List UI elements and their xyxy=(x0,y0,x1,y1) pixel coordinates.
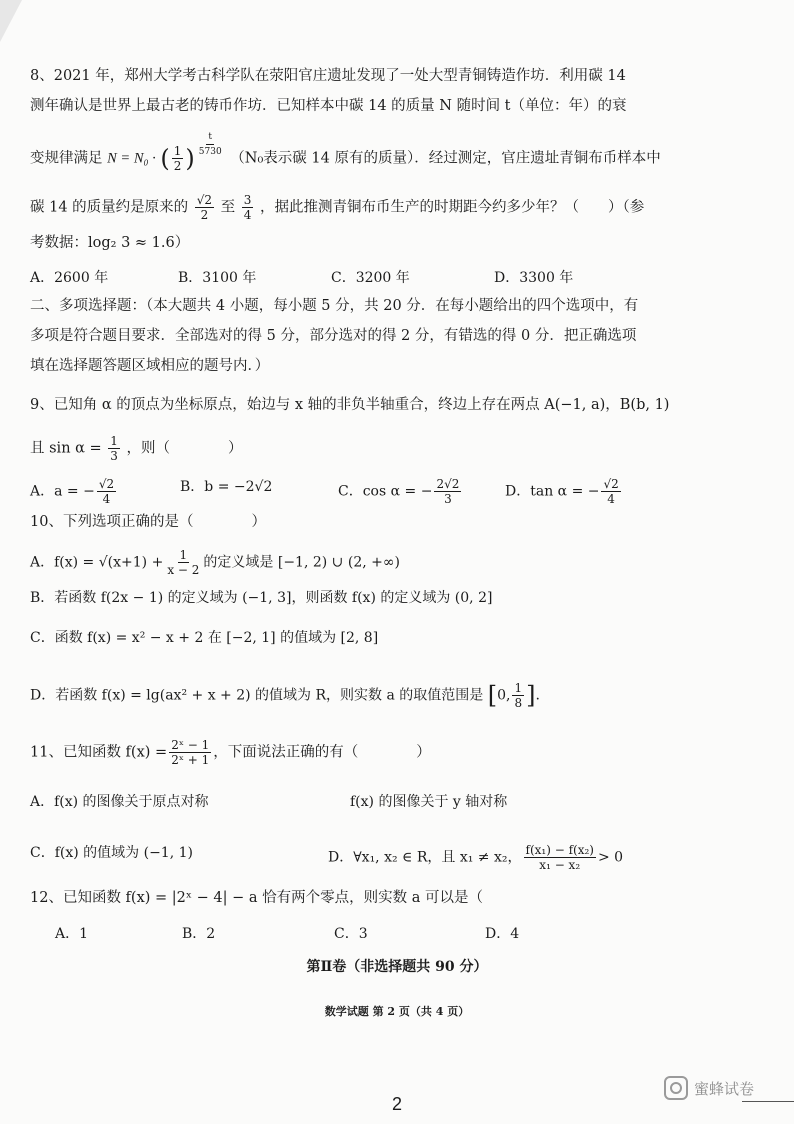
paren-open: ( xyxy=(160,144,170,173)
q9-a-fraction: $\frac{√2}{4}$ xyxy=(98,477,115,506)
q8-option-b: B．3100 年 xyxy=(178,270,257,286)
q11-option-b: f(x) 的图像关于 y 轴对称 xyxy=(350,794,508,810)
part-2-title: 第Ⅱ卷（非选择题共 90 分） xyxy=(306,959,488,975)
q11-option-d: D．∀x₁, x₂ ∈ R，且 x₁ ≠ x₂， $\frac{\text{f(x₁) − f(x₂)}}{\text{x₁ − x₂}}$ > 0 xyxy=(328,843,624,872)
q8-line-3 xyxy=(30,132,661,173)
q8-line-4-lead: 碳 14 的质量约是原来的 xyxy=(30,199,189,216)
q8-option-d: D．3300 年 xyxy=(494,270,574,286)
q8-option-c: C．3200 年 xyxy=(331,270,410,286)
watermark xyxy=(664,1074,774,1102)
edge-line xyxy=(742,1101,794,1102)
q9-option-a: A．a = − $\frac{√2}{4}$ xyxy=(30,477,115,506)
bracket-open: [ xyxy=(487,681,498,710)
q8-line-4 xyxy=(30,193,644,222)
section2-line-3: 填在选择题答题区域相应的题号内．） xyxy=(30,358,270,374)
q9-option-c: C．cos α = − $\frac{2√2}{3}$ xyxy=(338,477,460,506)
one-third-fraction: $\frac{1}{3}$ xyxy=(110,434,118,463)
root2-over-2-fraction: $\frac{√2}{2}$ xyxy=(196,193,213,222)
watermark-text: 蜜蜂试卷 xyxy=(694,1079,755,1098)
q11-option-c: C．f(x) 的值域为 (−1, 1) xyxy=(30,845,193,861)
q9-sin-tail: ，则（ ） xyxy=(126,440,243,457)
folded-corner xyxy=(0,0,22,42)
q12-option-d: D．4 xyxy=(485,926,520,942)
q10-option-a: A．f(x) = √(x+1) + $\frac{1}{x - 2}$ 的定义域是 [−1, 2) ∪ (2, +∞) xyxy=(30,548,400,577)
three-quarters-fraction: $\frac{3}{4}$ xyxy=(243,193,252,222)
q8-reference-data: 考数据：log₂ 3 ≈ 1.6） xyxy=(30,235,190,251)
q12-option-c: C．3 xyxy=(334,926,368,942)
q8-option-a: A．2600 年 xyxy=(30,270,109,286)
q9-line-2 xyxy=(30,434,243,463)
q10-a-fraction: $\frac{1}{x - 2}$ xyxy=(167,548,200,577)
q8-line-3-tail: （N₀表示碳 14 原有的质量）．经过测定，官庄遗址青铜布币样本中 xyxy=(230,150,661,167)
bracket-close: ] xyxy=(526,681,536,710)
q10-d-fraction: $\frac{1}{8}$ xyxy=(514,681,523,710)
q11-d-fraction: $\frac{\text{f(x₁) − f(x₂)}}{\text{x₁ − x₂}}$ xyxy=(525,843,594,872)
interval-zero: 0, xyxy=(497,687,511,704)
watermark-logo-icon xyxy=(664,1076,688,1100)
decay-formula: N = N₀ · xyxy=(107,150,156,167)
section2-line-1: 二、多项选择题：（本大题共 4 小题，每小题 5 分，共 20 分．在每小题给出的四个选项中，有 xyxy=(30,298,639,314)
q9-d-fraction: $\frac{√2}{4}$ xyxy=(603,477,619,506)
q9-option-d: D．tan α = − $\frac{√2}{4}$ xyxy=(505,477,619,506)
paren-close: ) xyxy=(185,144,195,173)
q9-sin-lead: 且 sin α = xyxy=(30,440,102,457)
page-number: 2 xyxy=(391,1094,402,1114)
q12-option-b: B．2 xyxy=(182,926,216,942)
q8-line-4-tail: ，据此推测青铜布币生产的时期距今约多少年？（ ）（参 xyxy=(260,199,645,216)
q10-stem: 10、下列选项正确的是（ ） xyxy=(30,514,266,530)
q10-option-d: D．若函数 f(x) = lg(ax² + x + 2) 的值域为 R，则实数 a 的取值范围是 [0, $\frac{1}{8}$ ]. xyxy=(30,681,540,710)
q9-line-1: 9、已知角 α 的顶点为坐标原点，始边与 x 轴的非负半轴重合，终边上存在两点 A(−1, a)，B(b, 1) xyxy=(30,397,670,413)
q9-option-b: B．b = −2√2 xyxy=(180,479,273,495)
q8-line-3-lead: 变规律满足 xyxy=(30,150,103,167)
q8-line-4-to: 至 xyxy=(220,199,236,216)
q12-option-a: A．1 xyxy=(55,926,89,942)
q8-line-1: 8、2021 年，郑州大学考古科学队在荥阳官庄遗址发现了一处大型青铜铸造作坊．利用碳 14 xyxy=(30,68,626,84)
exponent-fraction: $\frac{t}{5730}$ xyxy=(198,132,222,157)
q11-option-a: A．f(x) 的图像关于原点对称 xyxy=(30,794,209,810)
q10-option-b: B．若函数 f(2x − 1) 的定义域为 (−1, 3]，则函数 f(x) 的定义域为 (0, 2] xyxy=(30,590,493,606)
half-fraction: $\frac{1}{2}$ xyxy=(173,144,182,173)
q8-line-2: 测年确认是世界上最古老的铸币作坊．已知样本中碳 14 的质量 N 随时间 t（单位：年）的衰 xyxy=(30,98,627,114)
section2-line-2: 多项是符合题目要求．全部选对的得 5 分，部分选对的得 2 分，有错选的得 0 分．把正确选项 xyxy=(30,328,637,344)
q10-option-c: C．函数 f(x) = x² − x + 2 在 [−2, 1] 的值域为 [2, 8] xyxy=(30,630,379,646)
q11-stem: 11、已知函数 f(x) = $\frac{\text{2ˣ − 1}}{\text{2ˣ + 1}}$ ，下面说法正确的有（ ） xyxy=(30,738,431,767)
page-footer: 数学试题 第 2 页（共 4 页） xyxy=(324,1005,470,1018)
q9-c-fraction: $\frac{2√2}{3}$ xyxy=(436,477,460,506)
q12-stem: 12、已知函数 f(x) = |2ˣ − 4| − a 恰有两个零点，则实数 a 可以是（ xyxy=(30,890,484,906)
q11-function-fraction: $\frac{\text{2ˣ − 1}}{\text{2ˣ + 1}}$ xyxy=(171,738,210,767)
